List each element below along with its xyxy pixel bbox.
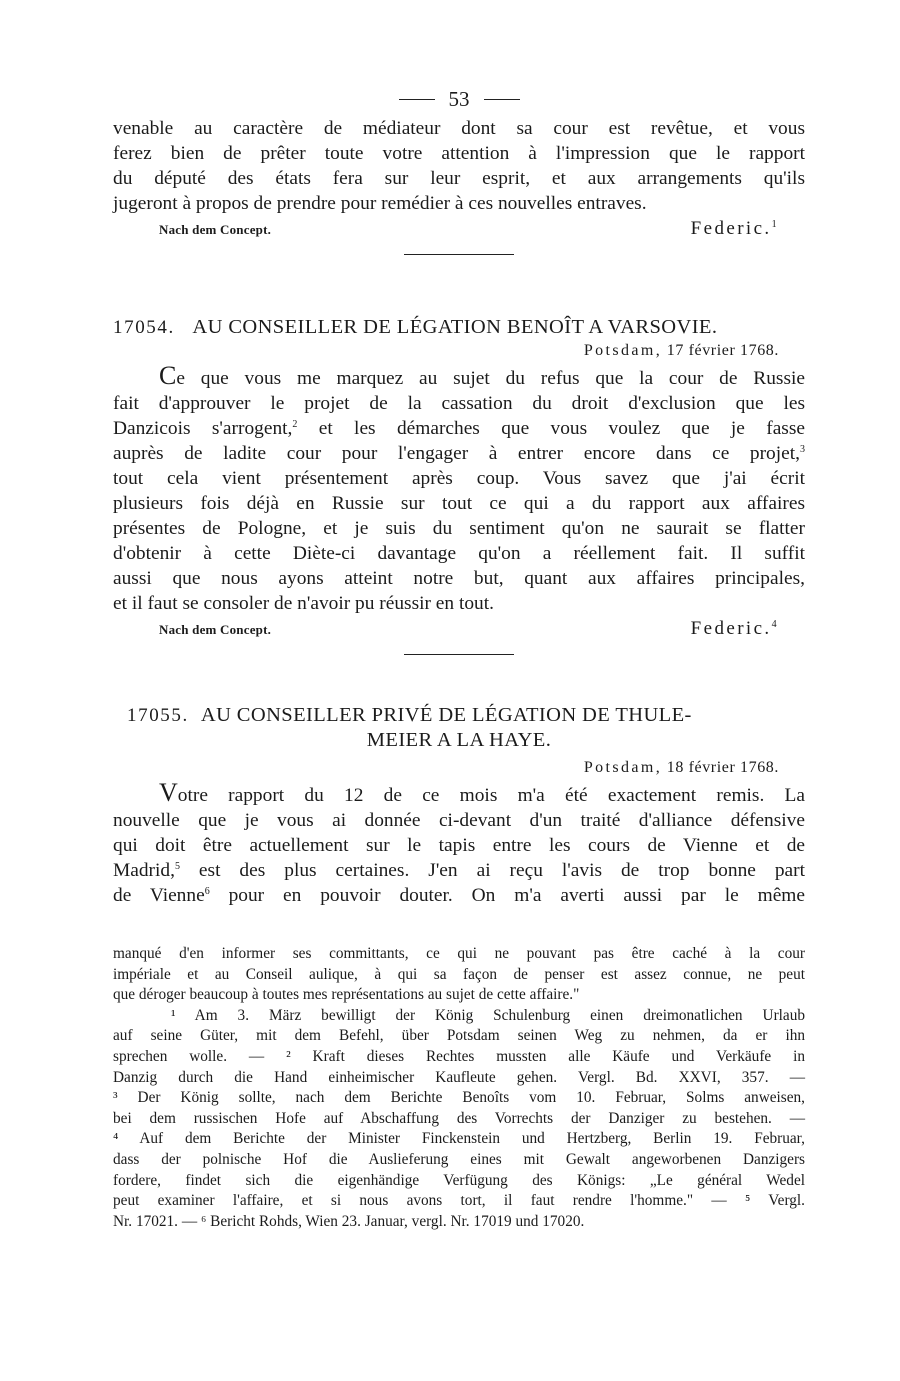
source-note: Nach dem Concept. bbox=[159, 622, 272, 637]
text-line: du député des états fera sur leur esprit, et aux arrangements qu'ils bbox=[113, 168, 805, 189]
section-divider bbox=[404, 254, 514, 255]
letter-prev-body bbox=[113, 116, 805, 216]
letter-number: 17054. bbox=[113, 317, 175, 338]
letter-title: AU CONSEILLER PRIVÉ DE LÉGATION DE THULE- bbox=[200, 704, 692, 726]
drop-cap: C bbox=[159, 361, 177, 390]
text-span: e que vous me marquez au sujet du refus que la cour de Russie bbox=[176, 368, 805, 389]
dateline-date: 17 février 1768. bbox=[666, 342, 779, 359]
footnote-ref: 5 bbox=[174, 861, 180, 872]
text-line bbox=[113, 441, 805, 466]
text-span: est des plus certaines. J'en ai reçu l'avis de trop bonne part bbox=[179, 860, 805, 881]
footnote-line: manqué d'en informer ses committants, ce qui ne pouvant pas être caché à la cour bbox=[113, 945, 805, 962]
letter-number: 17055. bbox=[127, 705, 189, 726]
text-line: nouvelle que je vous ai donnée ci-devant d'un traité d'alliance défensive bbox=[113, 810, 805, 831]
footnote-ref: 2 bbox=[292, 419, 298, 430]
text-line bbox=[113, 883, 805, 908]
footnote-line: Nr. 17021. — ⁶ Bericht Rohds, Wien 23. Januar, vergl. Nr. 17019 und 17020. bbox=[113, 1212, 585, 1230]
letter-17054-dateline bbox=[113, 342, 805, 360]
footnote-line: dass der polnische Hof die Auslieferung eines mit Gewalt angeworbenen Danzigers bbox=[113, 1150, 805, 1168]
text-line: d'obtenir à cette Diète-ci davantage qu'on a réellement fait. Il suffit bbox=[113, 543, 805, 564]
footnote-ref: 4 bbox=[771, 619, 779, 630]
page-number-dash-right bbox=[484, 99, 520, 100]
text-line bbox=[113, 780, 805, 808]
letter-17054-heading bbox=[113, 315, 805, 340]
page-number bbox=[113, 86, 805, 112]
footnote-line: bei dem russischen Hofe auf Abschaffung des Vorrechts der Danziger zu bestehen. — bbox=[113, 1109, 805, 1127]
text-line: aussi que nous ayons atteint notre but, quant aux affaires principales, bbox=[113, 568, 805, 589]
text-line: tout cela vient présentement après coup. Vous savez que j'ai écrit bbox=[113, 468, 805, 489]
footnote-line: fordere, findet sich die eigenhändige Verfügung des Königs: „Le général Wedel bbox=[113, 1171, 805, 1189]
dateline-place: Potsdam, bbox=[583, 342, 663, 359]
text-line: ferez bien de prêter toute votre attention à l'impression que le rapport bbox=[113, 143, 805, 164]
footnote-line: ³ Der König sollte, nach dem Berichte Benoîts vom 10. Februar, Solms anweisen, bbox=[113, 1089, 805, 1107]
text-line: et il faut se consoler de n'avoir pu réussir en tout. bbox=[113, 593, 494, 614]
footnote-line: impériale et au Conseil aulique, à qui sa façon de penser est assez connue, ne peut bbox=[113, 965, 805, 983]
text-line: fait d'approuver le projet de la cassation du droit d'exclusion que les bbox=[113, 393, 805, 414]
page-number-dash-left bbox=[399, 99, 435, 100]
dateline-place: Potsdam, bbox=[583, 759, 663, 776]
footnote-line: ¹ Am 3. März bewilligt der König Schulenburg einen dreimonatlichen Urlaub bbox=[171, 1006, 805, 1024]
footnote-ref: 6 bbox=[204, 886, 210, 897]
footnote-ref: 1 bbox=[771, 219, 779, 230]
letter-title-line bbox=[113, 703, 805, 728]
footnote-ref: 3 bbox=[800, 444, 805, 455]
letter-title-continued: MEIER A LA HAYE. bbox=[366, 729, 552, 751]
text-line bbox=[113, 363, 805, 391]
text-line: présentes de Pologne, et je suis du sentiment qu'on ne saurait se flatter bbox=[113, 518, 805, 539]
letter-17055-body bbox=[113, 780, 805, 908]
book-page bbox=[113, 86, 805, 1232]
letter-title: AU CONSEILLER DE LÉGATION BENOÎT A VARSOVIE. bbox=[192, 316, 718, 338]
footnote-line: auf seine Güter, mit dem Befehl, über Potsdam seinen Weg zu nehmen, da er ihn bbox=[113, 1027, 805, 1045]
text-span: de Vienne bbox=[113, 885, 205, 906]
text-span: Madrid, bbox=[113, 860, 175, 881]
text-line: qui doit être actuellement sur le tapis entre les cours de Vienne et de bbox=[113, 835, 805, 856]
footnotes bbox=[113, 944, 805, 1232]
letter-17055-heading bbox=[113, 703, 805, 753]
source-note: Nach dem Concept. bbox=[159, 222, 272, 237]
letter-17054-body bbox=[113, 363, 805, 616]
text-span: Danzicois s'arrogent, bbox=[113, 418, 293, 439]
text-line: plusieurs fois déjà en Russie sur tout ce qui a du rapport aux affaires bbox=[113, 493, 805, 514]
text-span: et les démarches que vous voulez que je fasse bbox=[297, 418, 805, 439]
text-line bbox=[113, 416, 805, 441]
section-divider bbox=[404, 654, 514, 655]
text-line: jugeront à propos de prendre pour remédier à ces nouvelles entraves. bbox=[113, 193, 647, 214]
footnote-line: peut examiner l'affaire, et si nous avons tort, il faut rendre l'homme." — ⁵ Vergl. bbox=[113, 1192, 805, 1210]
signature bbox=[691, 218, 779, 240]
dateline-date: 18 février 1768. bbox=[666, 759, 779, 776]
text-span: pour en pouvoir douter. On m'a averti aussi par le même bbox=[209, 885, 805, 906]
page-number-text: 53 bbox=[448, 86, 470, 111]
footnote-line: sprechen wolle. — ² Kraft dieses Rechtes mussten alle Käufe und Verkäufe in bbox=[113, 1047, 805, 1065]
signature bbox=[691, 618, 779, 640]
text-span: otre rapport du 12 de ce mois m'a été exactement remis. La bbox=[177, 785, 805, 806]
letter-17054-closing bbox=[113, 618, 805, 640]
signature-text: Federic. bbox=[690, 218, 772, 239]
text-line bbox=[113, 858, 805, 883]
footnote-line: Danzig durch die Hand einheimischer Kaufleute gehen. Vergl. Bd. XXVI, 357. — bbox=[113, 1068, 805, 1086]
text-span: auprès de ladite cour pour l'engager à entrer encore dans ce projet, bbox=[113, 443, 800, 464]
footnote-line: ⁴ Auf dem Berichte der Minister Finckenstein und Hertzberg, Berlin 19. Februar, bbox=[113, 1130, 805, 1148]
drop-cap: V bbox=[159, 778, 178, 807]
footnote-line: que déroger beaucoup à toutes mes représentations au sujet de cette affaire." bbox=[113, 986, 580, 1004]
text-line: venable au caractère de médiateur dont sa cour est revêtue, et vous bbox=[113, 118, 805, 139]
letter-17055-dateline bbox=[113, 759, 805, 777]
signature-text: Federic. bbox=[690, 618, 772, 639]
letter-prev-closing bbox=[113, 218, 805, 240]
